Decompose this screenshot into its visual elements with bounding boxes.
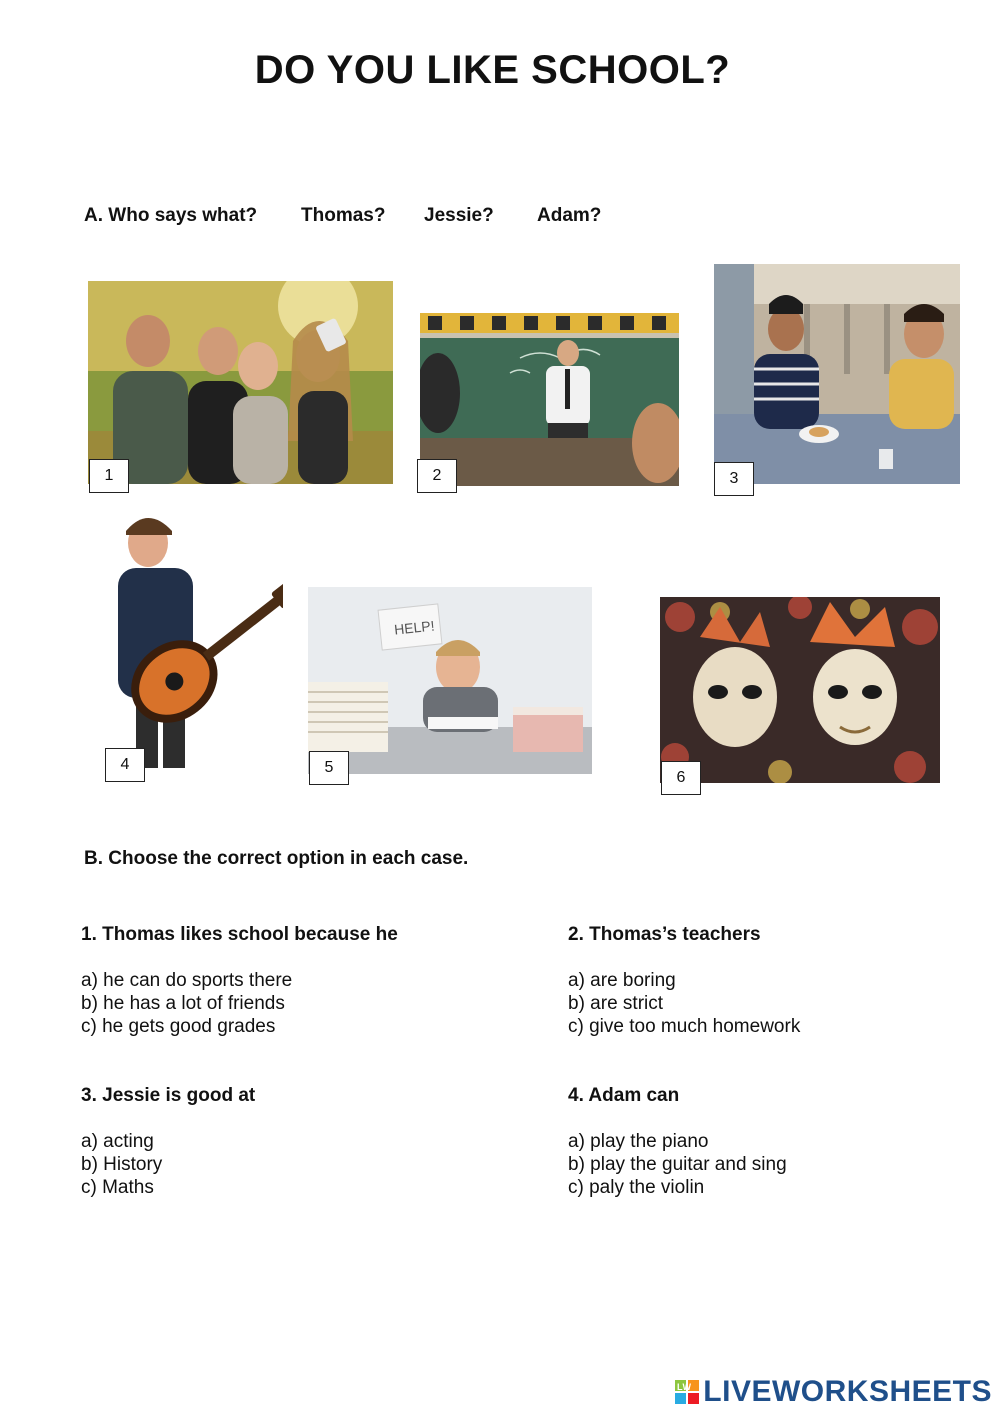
option-1a[interactable]: a) he can do sports there xyxy=(81,970,293,991)
option-4c[interactable]: c) paly the violin xyxy=(568,1177,705,1198)
question-3-text: 3. Jessie is good at xyxy=(81,1085,256,1106)
name-thomas: Thomas? xyxy=(301,205,386,226)
option-3c[interactable]: c) Maths xyxy=(81,1177,154,1198)
photo-friends-selfie xyxy=(88,281,393,484)
option-4b[interactable]: b) play the guitar and sing xyxy=(568,1154,787,1175)
photo-number-3: 3 xyxy=(714,462,754,496)
question-2-text: 2. Thomas’s teachers xyxy=(568,924,761,945)
section-b-heading: B. Choose the correct option in each case. xyxy=(84,848,469,869)
option-1b[interactable]: b) he has a lot of friends xyxy=(81,993,285,1014)
photo-carnival-masks xyxy=(660,597,940,783)
help-sign-text: HELP! xyxy=(393,617,436,638)
option-2a[interactable]: a) are boring xyxy=(568,970,676,991)
question-2 xyxy=(568,923,800,1038)
option-2c[interactable]: c) give too much homework xyxy=(568,1016,801,1037)
photo-students-cafeteria xyxy=(714,264,960,484)
svg-text:LW: LW xyxy=(677,1382,692,1392)
photo-boy-guitar xyxy=(108,513,283,773)
question-4 xyxy=(568,1084,787,1199)
name-jessie: Jessie? xyxy=(424,205,494,226)
photo-boy-help-sign xyxy=(308,587,592,774)
photo-number-6: 6 xyxy=(661,761,701,795)
photo-teacher-classroom xyxy=(420,313,679,486)
liveworksheets-logo-text: LIVEWORKSHEETS xyxy=(703,1375,992,1408)
question-3 xyxy=(81,1084,255,1199)
question-4-text: 4. Adam can xyxy=(568,1085,680,1106)
photo-number-4: 4 xyxy=(105,748,145,782)
liveworksheets-logo-icon xyxy=(675,1380,699,1404)
photo-number-1: 1 xyxy=(89,459,129,493)
photo-number-2: 2 xyxy=(417,459,457,493)
page-title: DO YOU LIKE SCHOOL? xyxy=(254,48,731,92)
section-a-heading: A. Who says what? xyxy=(84,205,258,226)
photo-number-5: 5 xyxy=(309,751,349,785)
option-2b[interactable]: b) are strict xyxy=(568,993,664,1014)
question-1-text: 1. Thomas likes school because he xyxy=(81,924,398,945)
option-1c[interactable]: c) he gets good grades xyxy=(81,1016,276,1037)
liveworksheets-logo[interactable] xyxy=(675,1375,992,1409)
option-4a[interactable]: a) play the piano xyxy=(568,1131,709,1152)
option-3a[interactable]: a) acting xyxy=(81,1131,154,1152)
option-3b[interactable]: b) History xyxy=(81,1154,163,1175)
name-adam: Adam? xyxy=(537,205,602,226)
question-1 xyxy=(81,923,398,1038)
